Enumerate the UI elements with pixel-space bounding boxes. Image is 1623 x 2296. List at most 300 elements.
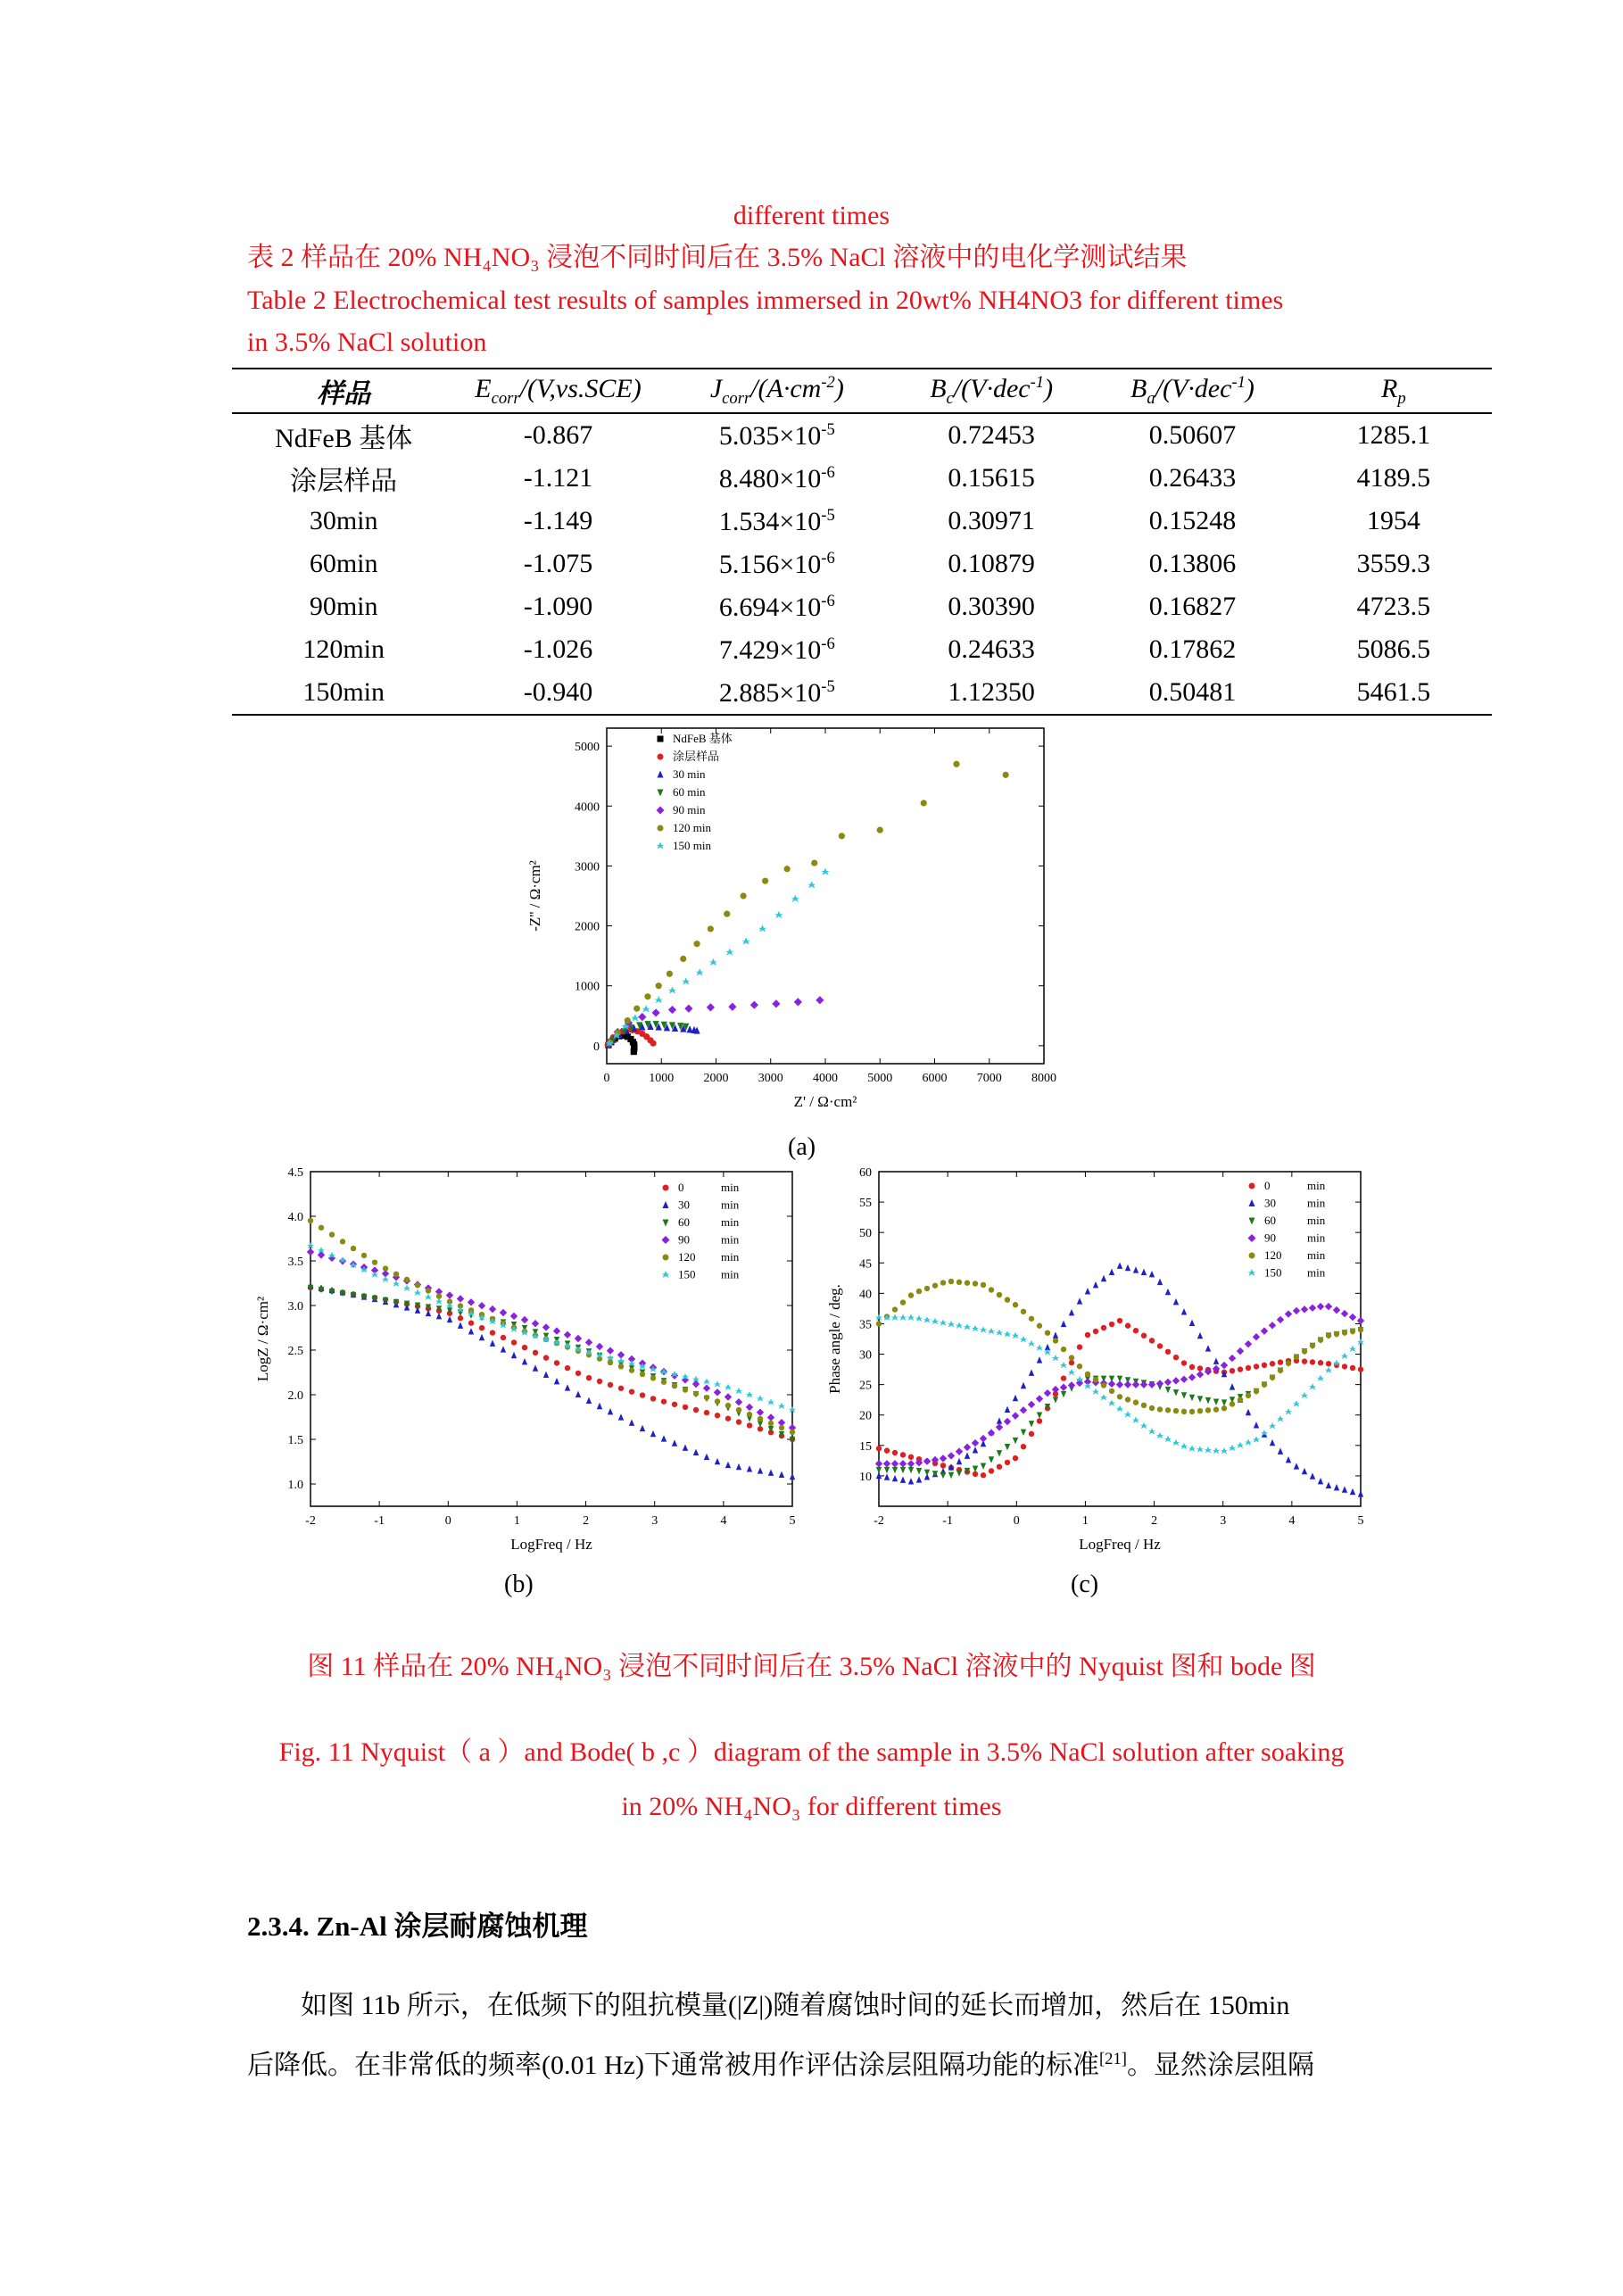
data-point	[543, 1372, 549, 1378]
data-point	[308, 1218, 313, 1223]
legend-unit: min	[1307, 1214, 1326, 1227]
legend-unit: min	[721, 1232, 740, 1247]
data-point	[1181, 1409, 1187, 1414]
legend-label: 120	[1264, 1248, 1282, 1262]
data-point	[383, 1265, 388, 1271]
x-tick-label: 0	[1013, 1514, 1020, 1528]
cell-bc: 0.24633	[948, 634, 1035, 664]
data-point	[597, 1379, 602, 1384]
data-point	[1350, 1329, 1355, 1334]
legend-marker	[657, 842, 665, 850]
data-point	[725, 1462, 731, 1468]
data-point	[736, 1407, 741, 1413]
data-point	[758, 1467, 763, 1473]
data-point	[682, 977, 690, 984]
data-point	[371, 1271, 378, 1277]
data-point	[1317, 1303, 1324, 1310]
legend-label: 90 min	[673, 803, 706, 816]
data-point	[633, 1006, 640, 1012]
data-point	[1132, 1416, 1139, 1422]
y-tick-label: 4.5	[287, 1166, 303, 1180]
data-point	[1189, 1409, 1195, 1414]
data-point	[892, 1306, 898, 1312]
data-point	[564, 1331, 571, 1339]
data-point	[709, 958, 717, 966]
data-point	[1310, 1472, 1315, 1479]
data-point	[807, 881, 816, 888]
data-point	[533, 1350, 538, 1355]
data-point	[908, 1292, 914, 1297]
series-30	[308, 1282, 795, 1480]
data-point	[1301, 1305, 1308, 1313]
data-point	[1172, 1377, 1180, 1384]
data-point	[923, 1316, 931, 1322]
data-point	[1133, 1266, 1139, 1272]
data-point	[1069, 1309, 1074, 1315]
data-point	[876, 1321, 882, 1326]
legend-marker	[663, 1220, 669, 1227]
data-point	[1205, 1446, 1212, 1453]
cell-jcorr: $1.534\times 10^{-5}$	[718, 505, 835, 536]
body-line-1: 如图 11b 所示，在低频下的阻抗模量(|Z|)随着腐蚀时间的延长而增加，然后在 150min	[301, 1991, 1290, 2020]
series-120	[876, 1279, 1363, 1414]
cell-sample: 150min	[232, 671, 455, 715]
x-tick-label: 1000	[649, 1072, 675, 1085]
plot-frame	[311, 1172, 792, 1506]
data-point	[747, 1422, 752, 1428]
data-point	[1254, 1388, 1259, 1394]
data-point	[1053, 1397, 1058, 1403]
data-point	[821, 868, 829, 875]
legend-label: 30 min	[673, 767, 706, 781]
data-point	[629, 1367, 634, 1372]
col-jcorr: $J_{corr}/(A\cdot cm^{-2})$	[661, 369, 893, 413]
data-point	[668, 1006, 676, 1014]
data-point	[1349, 1314, 1356, 1321]
data-point	[1254, 1422, 1259, 1428]
data-point	[668, 986, 676, 993]
data-point	[965, 1280, 970, 1285]
data-point	[1197, 1408, 1203, 1413]
cell-sample: NdFeB 基体	[275, 424, 413, 453]
x-tick-label: 5	[1357, 1514, 1364, 1528]
cell-ecorr: -1.121	[523, 463, 593, 493]
data-point	[964, 1444, 971, 1451]
data-point	[948, 1472, 954, 1479]
cell-ba: 0.50481	[1089, 671, 1295, 715]
x-tick-label: 1	[513, 1514, 520, 1528]
x-tick-label: 4	[720, 1514, 727, 1528]
data-point	[736, 1419, 741, 1424]
col-bc: $B_c/(V\cdot dec^{-1})$	[893, 369, 1089, 413]
data-point	[980, 1435, 987, 1442]
data-point	[329, 1231, 335, 1237]
y-tick-label: 5000	[575, 741, 600, 755]
data-point	[956, 1322, 963, 1329]
data-point	[655, 996, 663, 1003]
data-point	[811, 859, 817, 866]
legend-label: 120 min	[673, 821, 711, 834]
x-tick-label: 0	[444, 1514, 451, 1528]
cell-bc: 0.72453	[948, 420, 1035, 450]
data-point	[1277, 1415, 1284, 1422]
data-point	[1197, 1332, 1203, 1339]
y-axis-label: -Z'' / Ω·cm²	[526, 860, 543, 932]
data-point	[1180, 1443, 1188, 1449]
data-point	[415, 1282, 420, 1288]
data-point	[1341, 1353, 1348, 1359]
data-point	[981, 1463, 986, 1469]
legend	[662, 1181, 740, 1281]
data-point	[1221, 1399, 1227, 1405]
legend-unit: min	[721, 1215, 740, 1229]
data-point	[542, 1323, 550, 1330]
data-point	[1230, 1368, 1235, 1373]
data-point	[750, 1001, 758, 1009]
data-point	[1301, 1392, 1308, 1398]
data-point	[725, 1415, 731, 1421]
data-point	[1029, 1421, 1034, 1427]
x-tick-label: -1	[374, 1514, 385, 1528]
cell-bc: 0.30390	[948, 592, 1035, 621]
data-point	[1237, 1442, 1244, 1448]
data-point	[900, 1467, 906, 1473]
legend-marker	[658, 736, 664, 742]
data-point	[1101, 1325, 1106, 1330]
data-point	[1036, 1345, 1043, 1351]
data-point	[1133, 1328, 1139, 1333]
data-point	[989, 1468, 994, 1473]
data-point	[478, 1302, 485, 1309]
body-line-2b: 。显然涂层阻隔	[1126, 2051, 1314, 2080]
data-point	[1029, 1431, 1034, 1437]
data-point	[725, 1384, 732, 1390]
data-point	[1125, 1264, 1130, 1271]
data-point	[884, 1447, 890, 1453]
data-point	[1013, 1455, 1018, 1461]
data-point	[693, 1407, 699, 1413]
data-point	[318, 1251, 325, 1258]
bode-logz-chart	[248, 1165, 801, 1557]
cell-sample: 90min	[309, 592, 378, 621]
data-point	[576, 1391, 581, 1397]
data-point	[1286, 1456, 1291, 1463]
data-point	[382, 1276, 389, 1282]
data-point	[1108, 1380, 1115, 1388]
data-point	[1189, 1364, 1195, 1370]
data-point	[414, 1289, 421, 1296]
data-point	[703, 1384, 710, 1391]
data-point	[554, 1360, 559, 1365]
data-point	[746, 1404, 753, 1411]
data-point	[1028, 1340, 1035, 1347]
body-paragraph	[247, 1979, 1380, 2093]
data-point	[510, 1313, 518, 1320]
legend-label: 90	[678, 1232, 690, 1247]
data-point	[656, 982, 662, 989]
data-point	[1165, 1349, 1171, 1355]
data-point	[596, 1343, 603, 1350]
data-point	[500, 1309, 507, 1316]
data-point	[981, 1282, 986, 1288]
x-tick-label: 5	[789, 1514, 796, 1528]
data-point	[940, 1455, 947, 1462]
table-row	[232, 585, 1492, 628]
data-point	[1012, 1412, 1019, 1419]
data-point	[900, 1299, 906, 1305]
data-point	[997, 1292, 1002, 1297]
data-point	[1164, 1436, 1172, 1442]
data-point	[1261, 1327, 1268, 1334]
legend-marker	[663, 1201, 669, 1208]
data-point	[900, 1452, 906, 1457]
cell-ecorr: -1.075	[523, 549, 593, 578]
data-point	[446, 1291, 453, 1298]
data-point	[916, 1468, 922, 1474]
data-point	[1020, 1406, 1027, 1413]
cell-ecorr: -1.090	[523, 592, 593, 621]
legend-label: 150	[1264, 1265, 1282, 1280]
continued-line: different times	[733, 201, 890, 230]
data-point	[1125, 1322, 1130, 1328]
data-point	[618, 1413, 624, 1420]
data-point	[1165, 1407, 1171, 1413]
data-point	[908, 1478, 914, 1484]
data-point	[725, 949, 733, 956]
data-point	[650, 1040, 656, 1047]
data-point	[608, 1382, 613, 1388]
legend-marker	[1248, 1269, 1256, 1276]
data-point	[683, 1405, 688, 1410]
data-point	[1358, 1490, 1363, 1496]
data-point	[638, 1013, 646, 1021]
data-point	[741, 892, 747, 899]
data-point	[1100, 1394, 1107, 1400]
data-point	[1333, 1306, 1340, 1314]
data-point	[1278, 1368, 1283, 1373]
data-point	[757, 1395, 764, 1401]
data-point	[351, 1246, 356, 1251]
y-tick-label: 3.0	[287, 1300, 303, 1314]
x-tick-label: 3	[651, 1514, 658, 1528]
data-point	[585, 1339, 592, 1346]
data-point	[1270, 1361, 1275, 1366]
data-point	[672, 1383, 677, 1388]
data-point	[522, 1358, 527, 1364]
data-point	[1318, 1478, 1323, 1484]
y-tick-label: 3.5	[287, 1256, 303, 1269]
data-point	[1188, 1445, 1196, 1451]
data-point	[725, 1393, 732, 1400]
data-point	[1164, 1379, 1172, 1386]
data-point	[543, 1355, 549, 1360]
y-tick-label: 25	[859, 1379, 872, 1393]
cell-bc: 1.12350	[893, 671, 1089, 715]
data-point	[921, 800, 927, 806]
y-tick-label: 20	[859, 1409, 872, 1423]
data-point	[1021, 1382, 1026, 1388]
data-point	[1310, 1359, 1315, 1364]
data-point	[758, 1416, 763, 1422]
data-point	[940, 1280, 946, 1285]
data-point	[1149, 1271, 1155, 1277]
data-point	[501, 1346, 506, 1352]
results-table	[232, 368, 1492, 716]
data-point	[565, 1384, 570, 1390]
data-point	[1173, 1389, 1179, 1396]
data-point	[1246, 1365, 1251, 1371]
cell-ecorr: -0.867	[523, 420, 593, 450]
body-line-2a: 后降低。在非常低的频率(0.01 Hz)下通常被用作评估涂层阻隔功能的标准	[247, 2051, 1099, 2080]
data-point	[1253, 1333, 1260, 1340]
data-point	[1326, 1361, 1331, 1366]
data-point	[1028, 1401, 1035, 1408]
data-point	[1005, 1444, 1010, 1450]
legend-label: 0	[678, 1181, 684, 1194]
data-point	[1092, 1388, 1099, 1395]
data-point	[1037, 1323, 1042, 1329]
data-point	[554, 1378, 559, 1384]
data-point	[932, 1283, 938, 1289]
data-point	[426, 1288, 431, 1293]
cell-bc: 0.30971	[948, 506, 1035, 535]
data-point	[1013, 1302, 1018, 1307]
data-point	[1148, 1380, 1155, 1388]
series-90	[875, 1303, 1364, 1468]
data-point	[1141, 1333, 1147, 1339]
y-tick-label: 35	[859, 1318, 872, 1332]
body-line-2	[247, 2033, 1380, 2093]
data-point	[1318, 1360, 1323, 1365]
y-tick-label: 0	[593, 1040, 600, 1054]
data-point	[883, 1314, 890, 1320]
data-point	[876, 1446, 882, 1451]
data-point	[1004, 1330, 1011, 1337]
data-point	[1181, 1392, 1187, 1398]
data-point	[1085, 1332, 1090, 1338]
data-point	[629, 1419, 634, 1425]
data-point	[1205, 1397, 1211, 1404]
y-tick-label: 60	[859, 1166, 872, 1180]
data-point	[553, 1327, 560, 1334]
data-point	[1277, 1316, 1284, 1323]
data-point	[468, 1320, 474, 1325]
table-row	[232, 671, 1492, 715]
data-point	[1278, 1447, 1283, 1454]
x-tick-label: 6000	[922, 1072, 948, 1085]
data-point	[1061, 1391, 1066, 1397]
data-point	[511, 1352, 517, 1358]
data-point	[997, 1450, 1002, 1456]
data-point	[892, 1450, 898, 1455]
data-point	[973, 1466, 978, 1472]
data-point	[1117, 1318, 1122, 1323]
data-point	[1140, 1422, 1147, 1429]
data-point	[1197, 1446, 1204, 1452]
series-120-min	[607, 761, 1009, 1046]
data-point	[708, 925, 714, 932]
legend-unit: min	[1307, 1179, 1326, 1192]
data-point	[640, 1372, 645, 1377]
data-point	[981, 1472, 986, 1478]
data-point	[1005, 1297, 1010, 1302]
y-tick-label: 45	[859, 1257, 872, 1272]
cell-rp: 5461.5	[1296, 671, 1492, 715]
data-point	[779, 1471, 784, 1478]
data-point	[618, 1386, 624, 1391]
data-point	[767, 1413, 774, 1421]
data-point	[1285, 1310, 1292, 1317]
y-axis-label: Phase angle / deg.	[826, 1284, 843, 1394]
data-point	[704, 1454, 709, 1460]
data-point	[1157, 1406, 1163, 1412]
data-point	[521, 1316, 528, 1323]
citation: [21]	[1098, 2050, 1127, 2068]
data-point	[1342, 1330, 1347, 1335]
data-point	[1262, 1363, 1267, 1368]
data-point	[1294, 1355, 1299, 1360]
data-point	[1293, 1307, 1300, 1314]
data-point	[924, 1286, 930, 1291]
data-point	[1148, 1428, 1155, 1434]
data-point	[747, 1465, 752, 1471]
data-point	[618, 1364, 624, 1369]
cell-rp: 4723.5	[1356, 592, 1431, 621]
legend-label: 60	[1264, 1214, 1276, 1227]
data-point	[1013, 1438, 1018, 1444]
data-point	[511, 1339, 517, 1345]
data-point	[923, 1457, 931, 1464]
data-point	[948, 1321, 955, 1327]
data-point	[1213, 1406, 1219, 1412]
x-axis-label: LogFreq / Hz	[1079, 1536, 1161, 1553]
cell-jcorr: $5.035\times 10^{-5}$	[718, 419, 835, 451]
data-point	[319, 1225, 324, 1231]
data-point	[672, 1439, 677, 1446]
data-point	[1005, 1460, 1010, 1465]
cell-bc: 0.10879	[948, 549, 1035, 578]
legend-marker	[1248, 1234, 1256, 1242]
data-point	[1124, 1411, 1131, 1417]
table-row	[232, 457, 1492, 500]
legend-label: 涂层样品	[673, 750, 720, 763]
data-point	[1125, 1397, 1130, 1402]
data-point	[767, 1398, 774, 1405]
cell-rp: 4189.5	[1356, 463, 1431, 493]
data-point	[1044, 1348, 1051, 1355]
data-point	[1350, 1488, 1355, 1495]
data-point	[1052, 1386, 1059, 1393]
data-point	[1109, 1269, 1114, 1275]
data-point	[447, 1316, 452, 1322]
data-point	[393, 1272, 399, 1277]
data-point	[1021, 1309, 1026, 1314]
data-point	[575, 1335, 582, 1342]
data-point	[972, 1325, 979, 1331]
data-point	[1237, 1347, 1244, 1355]
data-point	[1246, 1393, 1251, 1398]
data-point	[728, 1003, 736, 1011]
data-point	[715, 1458, 720, 1464]
data-point	[1245, 1340, 1252, 1347]
data-point	[1262, 1381, 1267, 1387]
data-point	[1317, 1375, 1324, 1381]
data-point	[1045, 1330, 1050, 1335]
series-60	[308, 1285, 795, 1443]
data-point	[772, 999, 780, 1007]
cell-ba: 0.17862	[1148, 634, 1237, 664]
x-axis-label: LogFreq / Hz	[510, 1536, 592, 1553]
